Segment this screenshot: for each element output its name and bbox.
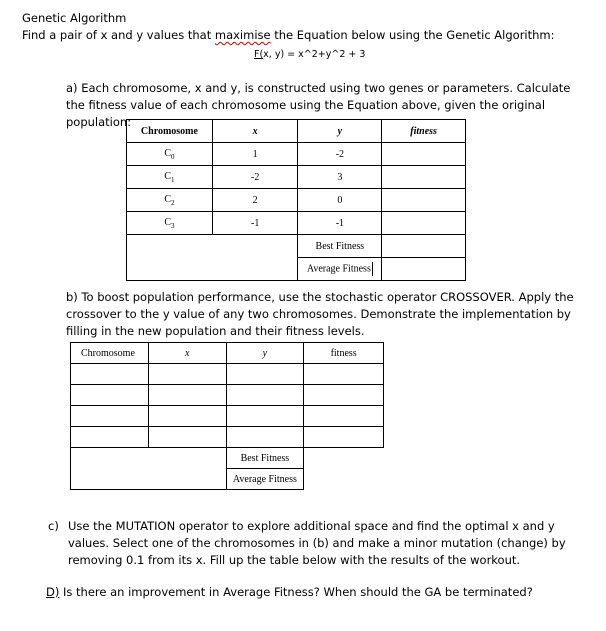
average-fitness-value[interactable]: [304, 469, 384, 490]
x-cell: 2: [212, 189, 298, 212]
part-b-content: b) To boost population performance, use the stochastic operator CROSSOVER. Apply the crossover to the y value of any two chromosomes. Demonstrate the implementation by filling in the new population and their fitness levels.: [66, 290, 574, 338]
chromosome-cell[interactable]: [71, 364, 149, 385]
best-fitness-value[interactable]: [304, 448, 384, 469]
x-cell[interactable]: [148, 364, 226, 385]
text-cursor: [372, 262, 373, 276]
table-row: [71, 385, 384, 406]
fitness-cell[interactable]: [382, 166, 466, 189]
chromosome-cell: $C_1$: [127, 166, 213, 189]
document-title: [22, 10, 126, 27]
header-chromosome: Chromosome: [127, 120, 213, 143]
table-row: [71, 427, 384, 448]
summary-blank-cell: [71, 448, 227, 490]
y-cell: 0: [298, 189, 382, 212]
part-b-text: [66, 289, 586, 340]
fitness-cell[interactable]: [304, 364, 384, 385]
y-cell: -1: [298, 212, 382, 235]
best-fitness-value[interactable]: [382, 235, 466, 258]
x-cell[interactable]: [148, 427, 226, 448]
table-row: [127, 189, 466, 212]
chromosome-cell: $C_3$: [127, 212, 213, 235]
y-cell[interactable]: [226, 385, 304, 406]
y-cell[interactable]: [226, 364, 304, 385]
part-d-text: [46, 584, 533, 601]
fitness-cell[interactable]: [382, 143, 466, 166]
header-chromosome: Chromosome: [71, 343, 149, 364]
part-c-content: Use the MUTATION operator to explore additional space and find the optimal x and y values. Select one of the chromosomes in (b) and make a minor mutation (change) by removing 0.1 from its x. Fill up the table below with the results of the workout.: [68, 519, 566, 567]
table-row: [127, 166, 466, 189]
equation-f: F(: [254, 49, 264, 60]
table-header-row: [127, 120, 466, 143]
fitness-cell[interactable]: [304, 427, 384, 448]
header-y: y: [226, 343, 304, 364]
y-cell: 3: [298, 166, 382, 189]
fitness-cell[interactable]: [304, 406, 384, 427]
header-y: y: [298, 120, 382, 143]
part-a-content: a) Each chromosome, x and y, is constructed using two genes or parameters. Calculate the fitness value of each chromosome using the Equation above, given the original population:: [66, 81, 571, 129]
part-c-label-text: c): [48, 519, 59, 533]
x-cell: -2: [212, 166, 298, 189]
y-cell[interactable]: [226, 406, 304, 427]
fitness-cell[interactable]: [304, 385, 384, 406]
average-fitness-text: Average Fitness: [306, 263, 371, 275]
fitness-table-crossover: [70, 342, 384, 490]
x-cell[interactable]: [148, 406, 226, 427]
header-fitness: fitness: [382, 120, 466, 143]
x-cell: -1: [212, 212, 298, 235]
fitness-table-original: [126, 119, 466, 281]
best-fitness-row: [127, 235, 466, 258]
average-fitness-value[interactable]: [382, 258, 466, 281]
chromosome-cell[interactable]: [71, 385, 149, 406]
y-cell[interactable]: [226, 427, 304, 448]
part-c-label: [48, 518, 59, 535]
chromosome-cell[interactable]: [71, 406, 149, 427]
best-fitness-label: Best Fitness: [298, 235, 382, 258]
chromosome-cell: $C_0$: [127, 143, 213, 166]
title-text: Genetic Algorithm: [22, 11, 127, 25]
intro-line: [22, 27, 555, 44]
header-x: x: [148, 343, 226, 364]
intro-prefix: Find a pair of x and y values that: [22, 28, 215, 42]
equation-rest: x, y) = x^2+y^2 + 3: [263, 49, 366, 60]
table-row: [127, 212, 466, 235]
intro-maximise-word: maximise: [214, 28, 271, 42]
y-cell: -2: [298, 143, 382, 166]
chromosome-cell: $C_2$: [127, 189, 213, 212]
part-c-text: [68, 518, 568, 569]
best-fitness-label: Best Fitness: [226, 448, 304, 469]
best-fitness-row: [71, 448, 384, 469]
header-x: x: [212, 120, 298, 143]
chromosome-cell[interactable]: [71, 427, 149, 448]
fitness-cell[interactable]: [382, 212, 466, 235]
table-row: [127, 143, 466, 166]
x-cell[interactable]: [148, 385, 226, 406]
average-fitness-label: [298, 258, 382, 281]
average-fitness-label: Average Fitness: [226, 469, 304, 490]
table-row: [71, 364, 384, 385]
intro-suffix: the Equation below using the Genetic Algorithm:: [270, 28, 555, 42]
header-fitness: fitness: [304, 343, 384, 364]
summary-blank-cell: [127, 235, 298, 281]
equation: [254, 49, 365, 60]
part-d-label: D): [46, 585, 60, 599]
part-d-content: Is there an improvement in Average Fitness? When should the GA be terminated?: [59, 585, 533, 599]
x-cell: 1: [212, 143, 298, 166]
table-row: [71, 406, 384, 427]
table-header-row: [71, 343, 384, 364]
fitness-cell[interactable]: [382, 189, 466, 212]
